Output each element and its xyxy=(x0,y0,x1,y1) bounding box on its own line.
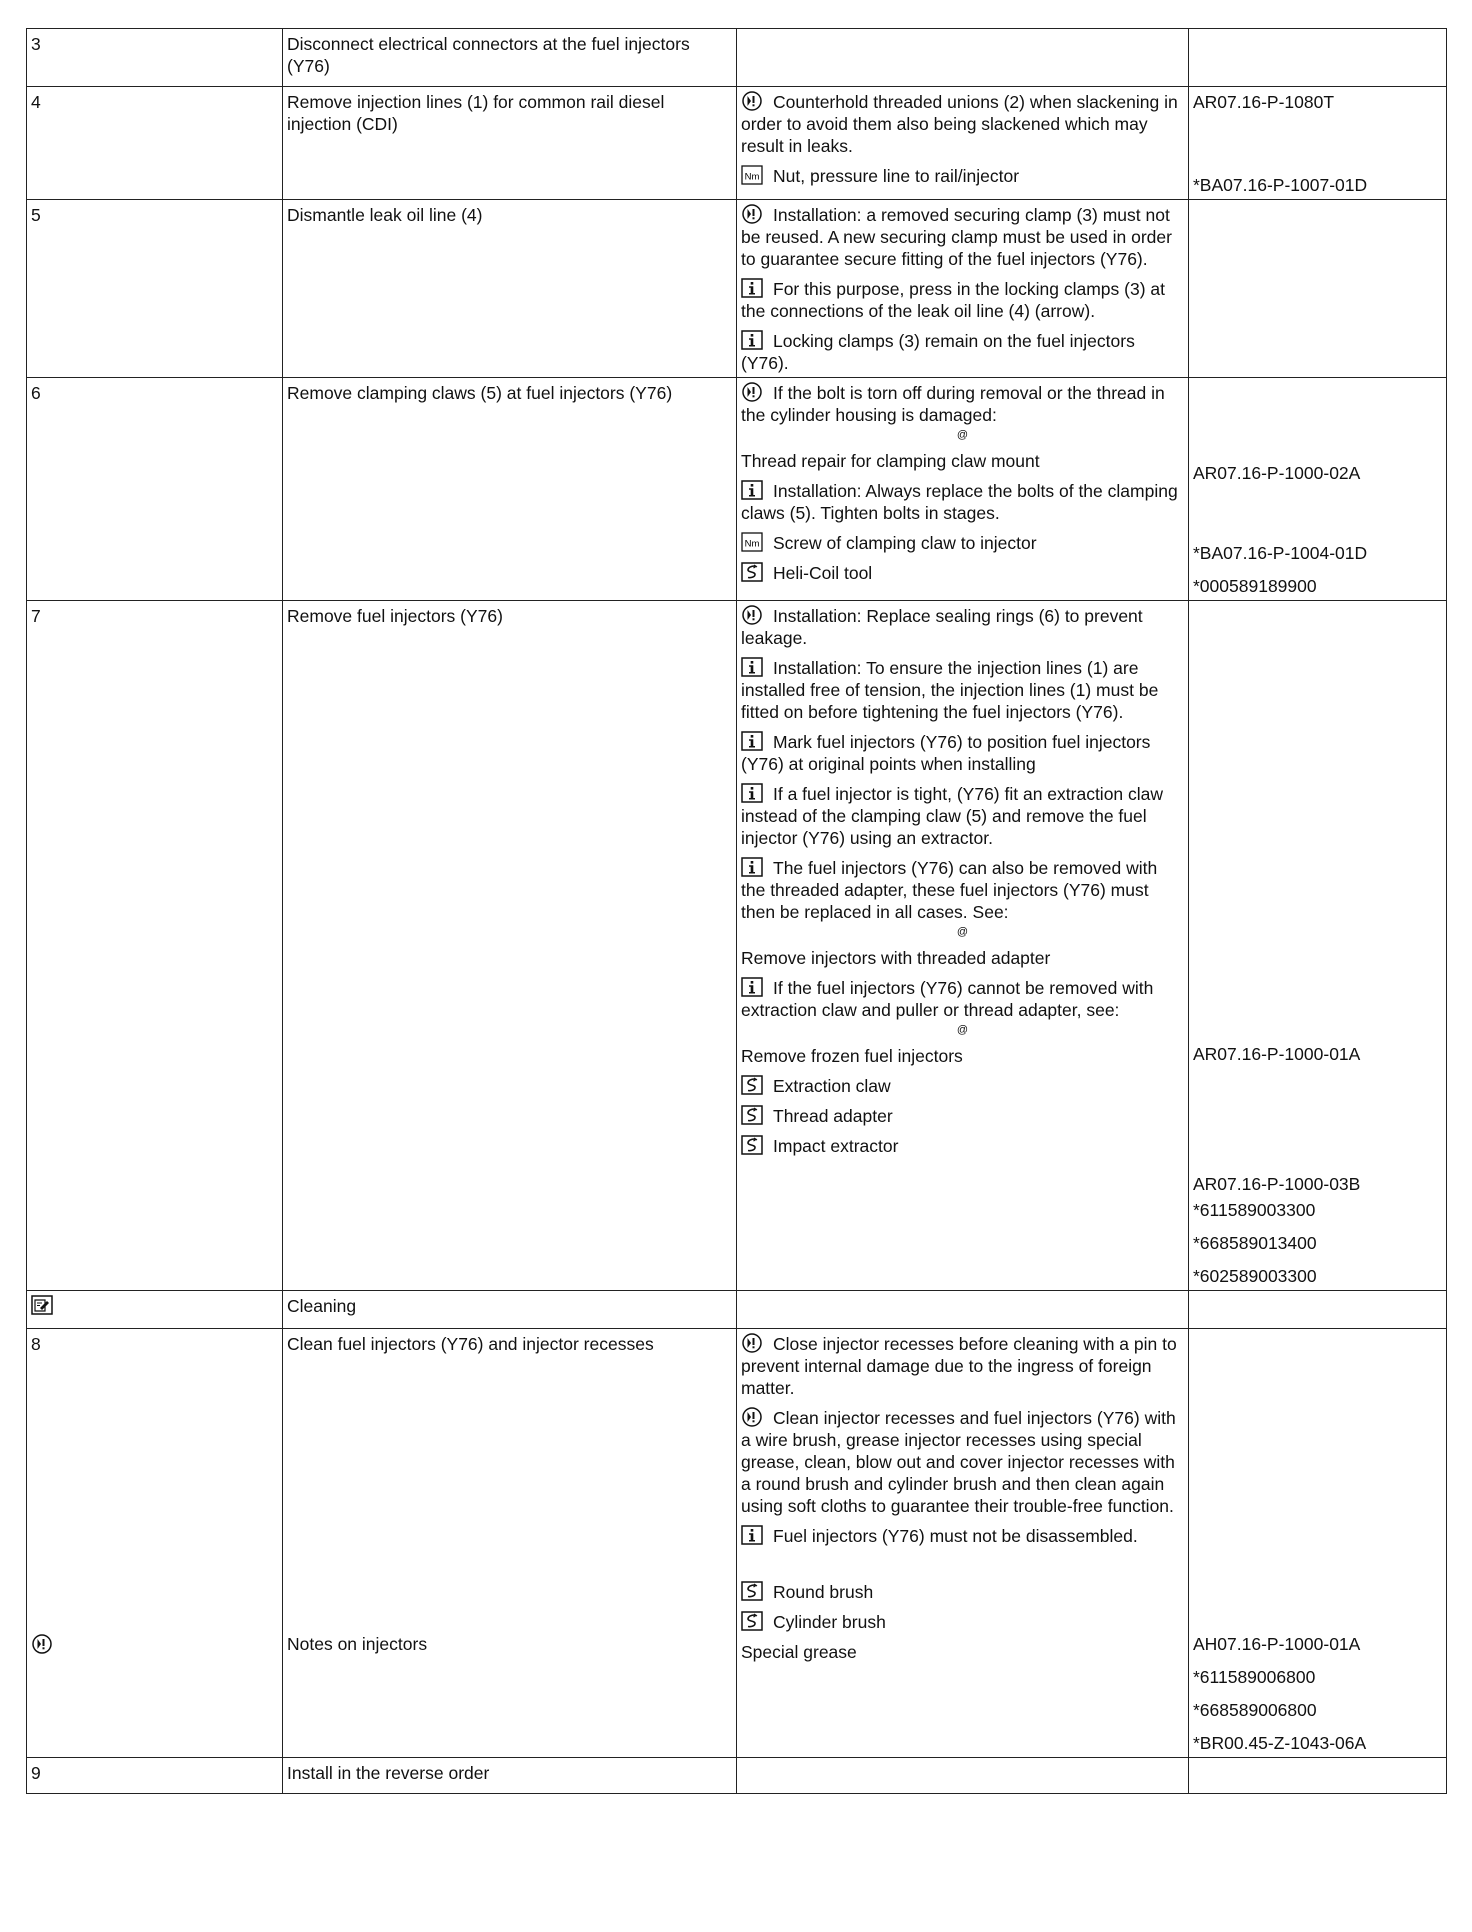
step-references xyxy=(1189,200,1447,378)
table-row xyxy=(27,1329,1447,1758)
link-marker: @ xyxy=(956,1024,969,1036)
special-tool-icon xyxy=(741,562,763,582)
section-title: Cleaning xyxy=(283,1291,737,1329)
warning-circle-icon xyxy=(741,204,763,224)
table-row xyxy=(27,601,1447,1291)
warning-circle-icon xyxy=(741,1333,763,1353)
step-notes xyxy=(737,29,1189,87)
step-operation: Clean fuel injectors (Y76) and injector recesses Notes on injectors xyxy=(283,1329,737,1758)
note-block: Installation: a removed securing clamp (3) must not be reused. A new securing clamp must be used in order to guarantee secure fitting of the fuel injectors (Y76). xyxy=(741,205,1172,269)
step-references xyxy=(1189,87,1447,200)
special-tool-icon xyxy=(741,1581,763,1601)
tool-reference-link[interactable]: *668589013400 xyxy=(1193,1233,1317,1253)
step-references xyxy=(1189,1291,1447,1329)
tool-reference-link[interactable]: *611589006800 xyxy=(1193,1667,1316,1687)
step-references xyxy=(1189,1758,1447,1794)
note-block: Mark fuel injectors (Y76) to position fuel injectors (Y76) at original points when installing xyxy=(741,732,1151,774)
tool-item: Special grease xyxy=(741,1642,857,1662)
cross-reference-title[interactable]: Thread repair for clamping claw mount xyxy=(741,451,1040,471)
note-block: Nm Nut, pressure line to rail/injector xyxy=(741,165,1184,187)
special-tool-icon xyxy=(741,1611,763,1631)
table-row xyxy=(27,1291,1447,1329)
note-block: Heli-Coil tool xyxy=(741,562,1184,584)
note-block: Nm Screw of clamping claw to injector xyxy=(741,532,1184,554)
step-operation: Dismantle leak oil line (4) xyxy=(283,200,737,378)
note-block: If the fuel injectors (Y76) cannot be removed with extraction claw and puller or thread adapter, see: xyxy=(741,978,1154,1020)
step-operation: Remove fuel injectors (Y76) xyxy=(283,601,737,1291)
warning-circle-icon xyxy=(741,605,763,625)
special-tool-icon xyxy=(741,1135,763,1155)
step-notes xyxy=(737,1329,1189,1758)
step-number: 8 xyxy=(27,1329,283,1758)
step-number: 3 xyxy=(27,29,283,87)
info-icon xyxy=(741,278,763,298)
tool-reference-link[interactable]: *602589003300 xyxy=(1193,1266,1317,1286)
step-notes xyxy=(737,200,1189,378)
info-icon xyxy=(741,857,763,877)
note-block: Counterhold threaded unions (2) when slackening in order to avoid them also being slackened which may result in leaks. xyxy=(741,92,1178,156)
note-block: If the bolt is torn off during removal or the thread in the cylinder housing is damaged: xyxy=(741,383,1165,425)
info-icon xyxy=(741,731,763,751)
note-block: Locking clamps (3) remain on the fuel injectors (Y76). xyxy=(741,331,1135,373)
cross-reference-title[interactable]: Remove injectors with threaded adapter xyxy=(741,948,1051,968)
step-notes xyxy=(737,87,1189,200)
link-marker: @ xyxy=(956,429,969,441)
document-reference-link[interactable]: AR07.16-P-1080T xyxy=(1193,92,1335,112)
document-reference-link[interactable]: AR07.16-P-1000-01A xyxy=(1193,1044,1361,1064)
section-icon-cell xyxy=(27,1291,283,1329)
warning-circle-icon xyxy=(741,382,763,402)
note-block: If a fuel injector is tight, (Y76) fit an extraction claw instead of the clamping claw (5) and remove the fuel injector (Y76) using an extractor. xyxy=(741,784,1164,848)
step-number: 4 xyxy=(27,87,283,200)
document-reference-link[interactable]: AR07.16-P-1000-03B xyxy=(1193,1174,1361,1194)
table-row xyxy=(27,1758,1447,1794)
note-block: Fuel injectors (Y76) must not be disassembled. xyxy=(741,1525,1184,1547)
note-block: The fuel injectors (Y76) can also be removed with the threaded adapter, these fuel injectors (Y76) must then be replaced in all cases. See: xyxy=(741,858,1158,922)
cleaning-section-icon xyxy=(31,1295,53,1315)
step-operation: Remove injection lines (1) for common rail diesel injection (CDI) xyxy=(283,87,737,200)
tool-item: Extraction claw xyxy=(741,1075,1184,1097)
step-references xyxy=(1189,29,1447,87)
cross-reference-title[interactable]: Remove frozen fuel injectors xyxy=(741,1046,963,1066)
step-references xyxy=(1189,378,1447,601)
tool-item: Cylinder brush xyxy=(741,1611,1184,1633)
step-notes xyxy=(737,601,1189,1291)
torque-reference-link[interactable]: *BA07.16-P-1004-01D xyxy=(1193,543,1368,563)
step-number: 7 xyxy=(27,601,283,1291)
note-block: For this purpose, press in the locking clamps (3) at the connections of the leak oil line (4) (arrow). xyxy=(741,279,1165,321)
repair-procedure-table xyxy=(26,28,1447,1794)
tool-item: Impact extractor xyxy=(741,1135,1184,1157)
info-icon xyxy=(741,330,763,350)
torque-reference-link[interactable]: *BA07.16-P-1007-01D xyxy=(1193,175,1368,195)
info-icon xyxy=(741,783,763,803)
step-operation: Install in the reverse order xyxy=(283,1758,737,1794)
special-tool-icon xyxy=(741,1075,763,1095)
warning-circle-icon xyxy=(741,1407,763,1427)
info-icon xyxy=(741,657,763,677)
warning-circle-icon xyxy=(741,91,763,111)
link-marker: @ xyxy=(956,926,969,938)
document-reference-link[interactable]: AH07.16-P-1000-01A xyxy=(1193,1634,1361,1654)
notes-title: Notes on injectors xyxy=(287,1634,428,1654)
note-block: Close injector recesses before cleaning with a pin to prevent internal damage due to the ingress of foreign matter. xyxy=(741,1334,1177,1398)
note-block: Clean injector recesses and fuel injectors (Y76) with a wire brush, grease injector recesses using special grease, clean, blow out and cover injector recesses with a round brush and cylinder brush and then clean again using soft cloths to guarantee their trouble-free function. xyxy=(741,1408,1176,1516)
svg-text:Nm: Nm xyxy=(744,171,760,183)
step-number: 9 xyxy=(27,1758,283,1794)
step-references xyxy=(1189,1329,1447,1758)
table-row xyxy=(27,200,1447,378)
step-operation: Remove clamping claws (5) at fuel injectors (Y76) xyxy=(283,378,737,601)
step-number: 6 xyxy=(27,378,283,601)
note-block: Installation: Replace sealing rings (6) to prevent leakage. xyxy=(741,606,1143,648)
table-row xyxy=(27,378,1447,601)
info-icon xyxy=(741,1525,763,1545)
tool-reference-link[interactable]: *000589189900 xyxy=(1193,576,1317,596)
step-number: 5 xyxy=(27,200,283,378)
step-references xyxy=(1189,601,1447,1291)
torque-nm-icon xyxy=(741,165,763,185)
special-tool-icon xyxy=(741,1105,763,1125)
tool-reference-link[interactable]: *611589003300 xyxy=(1193,1200,1316,1220)
info-icon xyxy=(741,480,763,500)
document-reference-link[interactable]: AR07.16-P-1000-02A xyxy=(1193,463,1361,483)
material-reference-link[interactable]: *BR00.45-Z-1043-06A xyxy=(1193,1733,1367,1753)
step-notes xyxy=(737,378,1189,601)
note-block: Installation: To ensure the injection lines (1) are installed free of tension, the injection lines (1) must be fitted on before tightening the fuel injectors (Y76). xyxy=(741,658,1159,722)
step-notes xyxy=(737,1758,1189,1794)
svg-text:Nm: Nm xyxy=(744,538,760,550)
table-row xyxy=(27,29,1447,87)
step-operation: Disconnect electrical connectors at the fuel injectors (Y76) xyxy=(283,29,737,87)
tool-item: Thread adapter xyxy=(741,1105,1184,1127)
table-row xyxy=(27,87,1447,200)
note-block: Installation: Always replace the bolts of the clamping claws (5). Tighten bolts in stages. xyxy=(741,481,1178,523)
warning-circle-icon xyxy=(31,1634,53,1656)
step-notes xyxy=(737,1291,1189,1329)
info-icon xyxy=(741,977,763,997)
torque-nm-icon xyxy=(741,532,763,552)
tool-reference-link[interactable]: *668589006800 xyxy=(1193,1700,1317,1720)
tool-item: Round brush xyxy=(741,1581,1184,1603)
